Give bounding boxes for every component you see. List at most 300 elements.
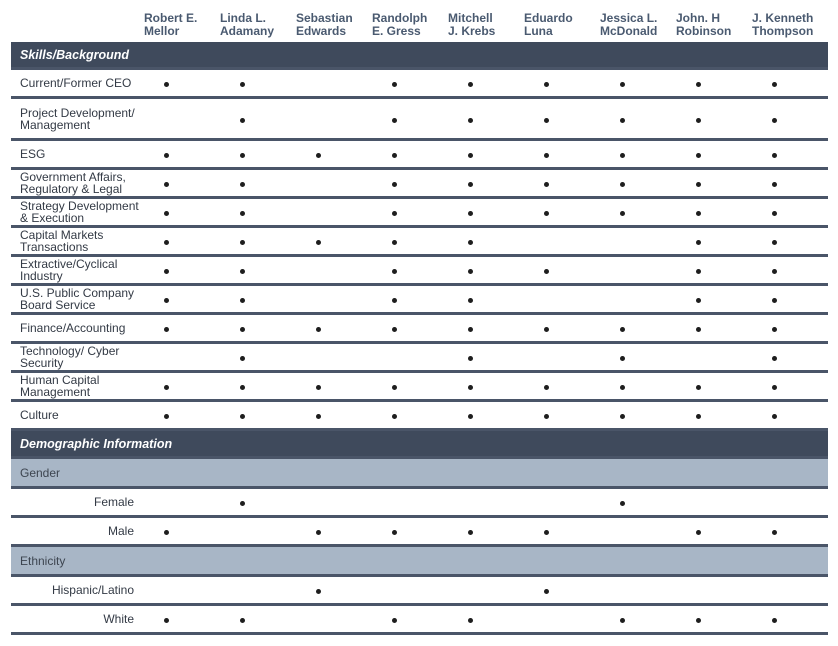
row-label: Capital Markets Transactions <box>11 227 144 256</box>
matrix-cell <box>448 227 524 256</box>
table-row <box>11 198 828 227</box>
matrix-cell <box>448 517 524 546</box>
matrix-cell <box>752 343 828 372</box>
table-row <box>11 98 828 140</box>
matrix-cell <box>448 488 524 517</box>
row-label: Extractive/Cyclical Industry <box>11 256 144 285</box>
matrix-body <box>11 42 828 634</box>
matrix-cell <box>296 605 372 634</box>
matrix-cell <box>676 169 752 198</box>
bullet-icon <box>164 298 169 303</box>
row-label: Finance/Accounting <box>11 314 144 343</box>
bullet-icon <box>164 182 169 187</box>
bullet-icon <box>240 153 245 158</box>
bullet-icon <box>544 82 549 87</box>
matrix-cell <box>448 314 524 343</box>
matrix-cell <box>220 256 296 285</box>
bullet-icon <box>696 153 701 158</box>
bullet-icon <box>696 211 701 216</box>
matrix-cell <box>296 488 372 517</box>
bullet-icon <box>240 385 245 390</box>
matrix-cell <box>220 69 296 98</box>
director-name: Jessica L. McDonald <box>600 11 658 38</box>
matrix-cell <box>296 314 372 343</box>
bullet-icon <box>696 182 701 187</box>
bullet-icon <box>240 501 245 506</box>
matrix-cell <box>600 140 676 169</box>
bullet-icon <box>164 414 169 419</box>
matrix-cell <box>524 517 600 546</box>
matrix-cell <box>676 198 752 227</box>
row-label: U.S. Public Company Board Service <box>11 285 144 314</box>
matrix-cell <box>676 372 752 401</box>
matrix-cell <box>296 285 372 314</box>
bullet-icon <box>696 618 701 623</box>
matrix-cell <box>600 401 676 430</box>
matrix-cell <box>220 517 296 546</box>
matrix-cell <box>524 169 600 198</box>
bullet-icon <box>468 118 473 123</box>
bullet-icon <box>164 211 169 216</box>
matrix-cell <box>752 227 828 256</box>
matrix-cell <box>600 372 676 401</box>
bullet-icon <box>164 327 169 332</box>
matrix-cell <box>372 605 448 634</box>
matrix-cell <box>372 401 448 430</box>
matrix-cell <box>676 140 752 169</box>
matrix-cell <box>600 517 676 546</box>
bullet-icon <box>468 618 473 623</box>
matrix-cell <box>144 605 220 634</box>
matrix-cell <box>600 605 676 634</box>
matrix-cell <box>752 488 828 517</box>
matrix-cell <box>372 198 448 227</box>
matrix-cell <box>220 488 296 517</box>
row-label: Culture <box>11 401 144 430</box>
matrix-cell <box>220 169 296 198</box>
matrix-cell <box>524 285 600 314</box>
bullet-icon <box>468 298 473 303</box>
matrix-cell <box>448 256 524 285</box>
bullet-icon <box>240 269 245 274</box>
matrix-cell <box>144 140 220 169</box>
subsection-header-ethnicity-label: Ethnicity <box>11 546 828 576</box>
bullet-icon <box>620 211 625 216</box>
board-skills-table <box>11 8 828 635</box>
matrix-cell <box>676 401 752 430</box>
bullet-icon <box>164 153 169 158</box>
header-corner <box>11 8 144 42</box>
table-row <box>11 605 828 634</box>
matrix-cell <box>448 169 524 198</box>
bullet-icon <box>544 530 549 535</box>
matrix-cell <box>676 314 752 343</box>
bullet-icon <box>772 211 777 216</box>
bullet-icon <box>544 118 549 123</box>
matrix-cell <box>144 488 220 517</box>
bullet-icon <box>696 82 701 87</box>
table-row <box>11 488 828 517</box>
matrix-cell <box>448 69 524 98</box>
bullet-icon <box>620 618 625 623</box>
matrix-cell <box>144 401 220 430</box>
subsection-header-gender-label: Gender <box>11 458 828 488</box>
bullet-icon <box>392 182 397 187</box>
bullet-icon <box>696 298 701 303</box>
bullet-icon <box>164 530 169 535</box>
bullet-icon <box>468 240 473 245</box>
director-header-row <box>11 8 828 42</box>
matrix-cell <box>524 227 600 256</box>
matrix-cell <box>676 488 752 517</box>
matrix-cell <box>372 285 448 314</box>
matrix-cell <box>752 576 828 605</box>
matrix-cell <box>448 605 524 634</box>
bullet-icon <box>392 530 397 535</box>
director-name: Robert E. Mellor <box>144 11 198 38</box>
bullet-icon <box>468 530 473 535</box>
section-header-demographic <box>11 430 828 458</box>
matrix-cell <box>296 198 372 227</box>
matrix-cell <box>524 372 600 401</box>
bullet-icon <box>696 240 701 245</box>
row-label: Technology/ Cyber Security <box>11 343 144 372</box>
matrix-cell <box>220 285 296 314</box>
section-header-skills <box>11 42 828 69</box>
row-label: Human Capital Management <box>11 372 144 401</box>
bullet-icon <box>696 385 701 390</box>
table-row <box>11 169 828 198</box>
matrix-cell <box>676 69 752 98</box>
bullet-icon <box>392 414 397 419</box>
matrix-cell <box>752 169 828 198</box>
matrix-cell <box>676 343 752 372</box>
bullet-icon <box>392 240 397 245</box>
matrix-cell <box>752 372 828 401</box>
bullet-icon <box>468 211 473 216</box>
matrix-cell <box>448 372 524 401</box>
bullet-icon <box>240 327 245 332</box>
subsection-header-gender <box>11 458 828 488</box>
bullet-icon <box>544 211 549 216</box>
matrix-cell <box>600 69 676 98</box>
table-row <box>11 140 828 169</box>
bullet-icon <box>392 118 397 123</box>
row-label: ESG <box>11 140 144 169</box>
matrix-cell <box>600 488 676 517</box>
bullet-icon <box>316 589 321 594</box>
matrix-cell <box>220 98 296 140</box>
matrix-cell <box>144 198 220 227</box>
bullet-icon <box>696 327 701 332</box>
matrix-cell <box>752 285 828 314</box>
matrix-cell <box>296 517 372 546</box>
matrix-cell <box>600 198 676 227</box>
matrix-cell <box>144 372 220 401</box>
matrix-cell <box>524 198 600 227</box>
section-header-skills-label: Skills/Background <box>11 42 828 69</box>
bullet-icon <box>316 153 321 158</box>
matrix-cell <box>220 227 296 256</box>
matrix-cell <box>600 343 676 372</box>
matrix-cell <box>524 98 600 140</box>
row-label: Strategy Development & Execution <box>11 198 144 227</box>
bullet-icon <box>620 182 625 187</box>
bullet-icon <box>468 269 473 274</box>
table-row <box>11 314 828 343</box>
matrix-cell <box>296 98 372 140</box>
bullet-icon <box>316 530 321 535</box>
director-name: Mitchell J. Krebs <box>448 11 496 38</box>
matrix-cell <box>220 198 296 227</box>
bullet-icon <box>240 356 245 361</box>
bullet-icon <box>772 82 777 87</box>
bullet-icon <box>316 385 321 390</box>
matrix-cell <box>448 140 524 169</box>
director-name: John. H Robinson <box>676 11 732 38</box>
row-label: Hispanic/Latino <box>11 576 144 605</box>
matrix-cell <box>448 576 524 605</box>
matrix-cell <box>752 198 828 227</box>
table-row <box>11 576 828 605</box>
row-label: Female <box>11 488 144 517</box>
bullet-icon <box>772 240 777 245</box>
bullet-icon <box>696 118 701 123</box>
bullet-icon <box>696 269 701 274</box>
matrix-cell <box>676 256 752 285</box>
bullet-icon <box>772 385 777 390</box>
matrix-cell <box>676 98 752 140</box>
matrix-cell <box>600 256 676 285</box>
matrix-cell <box>372 227 448 256</box>
matrix-cell <box>752 98 828 140</box>
bullet-icon <box>392 82 397 87</box>
bullet-icon <box>240 182 245 187</box>
matrix-cell <box>524 140 600 169</box>
bullet-icon <box>544 414 549 419</box>
bullet-icon <box>772 269 777 274</box>
bullet-icon <box>620 153 625 158</box>
matrix-cell <box>676 576 752 605</box>
matrix-cell <box>220 576 296 605</box>
bullet-icon <box>164 269 169 274</box>
matrix-cell <box>220 314 296 343</box>
matrix-cell <box>524 401 600 430</box>
director-name: Eduardo Luna <box>524 11 573 38</box>
matrix-cell <box>372 488 448 517</box>
matrix-cell <box>600 227 676 256</box>
matrix-cell <box>372 98 448 140</box>
table-row <box>11 227 828 256</box>
bullet-icon <box>544 269 549 274</box>
matrix-cell <box>752 517 828 546</box>
bullet-icon <box>468 414 473 419</box>
bullet-icon <box>316 414 321 419</box>
matrix-cell <box>144 169 220 198</box>
matrix-cell <box>144 576 220 605</box>
table-row <box>11 285 828 314</box>
bullet-icon <box>468 385 473 390</box>
matrix-cell <box>220 372 296 401</box>
bullet-icon <box>316 327 321 332</box>
matrix-cell <box>752 256 828 285</box>
matrix-cell <box>524 69 600 98</box>
matrix-cell <box>524 605 600 634</box>
matrix-cell <box>220 401 296 430</box>
bullet-icon <box>468 153 473 158</box>
director-name: Sebastian Edwards <box>296 11 353 38</box>
bullet-icon <box>240 240 245 245</box>
matrix-cell <box>144 227 220 256</box>
matrix-cell <box>220 343 296 372</box>
matrix-cell <box>296 140 372 169</box>
matrix-cell <box>144 256 220 285</box>
bullet-icon <box>772 530 777 535</box>
bullet-icon <box>620 327 625 332</box>
matrix-cell <box>676 517 752 546</box>
bullet-icon <box>392 269 397 274</box>
matrix-cell <box>752 605 828 634</box>
matrix-cell <box>296 401 372 430</box>
matrix-cell <box>600 98 676 140</box>
matrix-cell <box>372 343 448 372</box>
matrix-cell <box>296 227 372 256</box>
matrix-cell <box>448 401 524 430</box>
matrix-cell <box>600 576 676 605</box>
matrix-cell <box>524 314 600 343</box>
matrix-cell <box>144 98 220 140</box>
bullet-icon <box>620 385 625 390</box>
bullet-icon <box>620 82 625 87</box>
bullet-icon <box>392 153 397 158</box>
bullet-icon <box>392 618 397 623</box>
bullet-icon <box>164 618 169 623</box>
bullet-icon <box>620 118 625 123</box>
bullet-icon <box>468 82 473 87</box>
director-name: Randolph E. Gress <box>372 11 428 38</box>
matrix-cell <box>524 256 600 285</box>
bullet-icon <box>392 211 397 216</box>
matrix-cell <box>144 285 220 314</box>
bullet-icon <box>468 327 473 332</box>
bullet-icon <box>620 356 625 361</box>
bullet-icon <box>316 240 321 245</box>
bullet-icon <box>544 385 549 390</box>
matrix-cell <box>524 343 600 372</box>
bullet-icon <box>772 414 777 419</box>
matrix-cell <box>144 343 220 372</box>
bullet-icon <box>696 530 701 535</box>
bullet-icon <box>772 182 777 187</box>
row-label: Project Development/ Management <box>11 98 144 140</box>
row-label: White <box>11 605 144 634</box>
bullet-icon <box>240 414 245 419</box>
subsection-header-ethnicity <box>11 546 828 576</box>
matrix-cell <box>448 285 524 314</box>
matrix-cell <box>676 285 752 314</box>
matrix-cell <box>296 576 372 605</box>
matrix-cell <box>296 256 372 285</box>
bullet-icon <box>164 240 169 245</box>
bullet-icon <box>392 385 397 390</box>
matrix-cell <box>676 227 752 256</box>
table-row <box>11 401 828 430</box>
bullet-icon <box>468 182 473 187</box>
matrix-cell <box>372 372 448 401</box>
director-name: J. Kenneth Thompson <box>752 11 814 38</box>
bullet-icon <box>772 298 777 303</box>
matrix-cell <box>372 314 448 343</box>
bullet-icon <box>544 327 549 332</box>
bullet-icon <box>240 211 245 216</box>
matrix-cell <box>220 140 296 169</box>
matrix-cell <box>372 140 448 169</box>
director-name: Linda L. Adamany <box>220 11 275 38</box>
matrix-cell <box>296 69 372 98</box>
bullet-icon <box>772 618 777 623</box>
matrix-cell <box>524 488 600 517</box>
bullet-icon <box>772 327 777 332</box>
bullet-icon <box>544 182 549 187</box>
table-row <box>11 69 828 98</box>
bullet-icon <box>164 385 169 390</box>
matrix-cell <box>524 576 600 605</box>
bullet-icon <box>772 153 777 158</box>
matrix-cell <box>600 169 676 198</box>
bullet-icon <box>392 327 397 332</box>
matrix-cell <box>372 576 448 605</box>
bullet-icon <box>240 82 245 87</box>
bullet-icon <box>164 82 169 87</box>
matrix-cell <box>220 605 296 634</box>
matrix-cell <box>372 517 448 546</box>
table-row <box>11 372 828 401</box>
matrix-cell <box>600 314 676 343</box>
matrix-cell <box>144 314 220 343</box>
bullet-icon <box>696 414 701 419</box>
row-label: Current/Former CEO <box>11 69 144 98</box>
row-label: Male <box>11 517 144 546</box>
matrix-cell <box>144 69 220 98</box>
matrix-cell <box>752 314 828 343</box>
matrix-cell <box>752 140 828 169</box>
matrix-cell <box>144 517 220 546</box>
bullet-icon <box>620 501 625 506</box>
matrix-cell <box>372 69 448 98</box>
matrix-cell <box>600 285 676 314</box>
table-row <box>11 256 828 285</box>
bullet-icon <box>620 414 625 419</box>
matrix-cell <box>296 343 372 372</box>
matrix-cell <box>676 605 752 634</box>
matrix-cell <box>372 169 448 198</box>
bullet-icon <box>392 298 397 303</box>
bullet-icon <box>772 118 777 123</box>
matrix-cell <box>296 169 372 198</box>
bullet-icon <box>468 356 473 361</box>
row-label: Government Affairs, Regulatory & Legal <box>11 169 144 198</box>
bullet-icon <box>240 618 245 623</box>
bullet-icon <box>240 298 245 303</box>
table-row <box>11 343 828 372</box>
matrix-cell <box>448 343 524 372</box>
bullet-icon <box>240 118 245 123</box>
bullet-icon <box>544 153 549 158</box>
section-header-demographic-label: Demographic Information <box>11 430 828 458</box>
bullet-icon <box>544 589 549 594</box>
matrix-cell <box>448 198 524 227</box>
matrix-cell <box>372 256 448 285</box>
